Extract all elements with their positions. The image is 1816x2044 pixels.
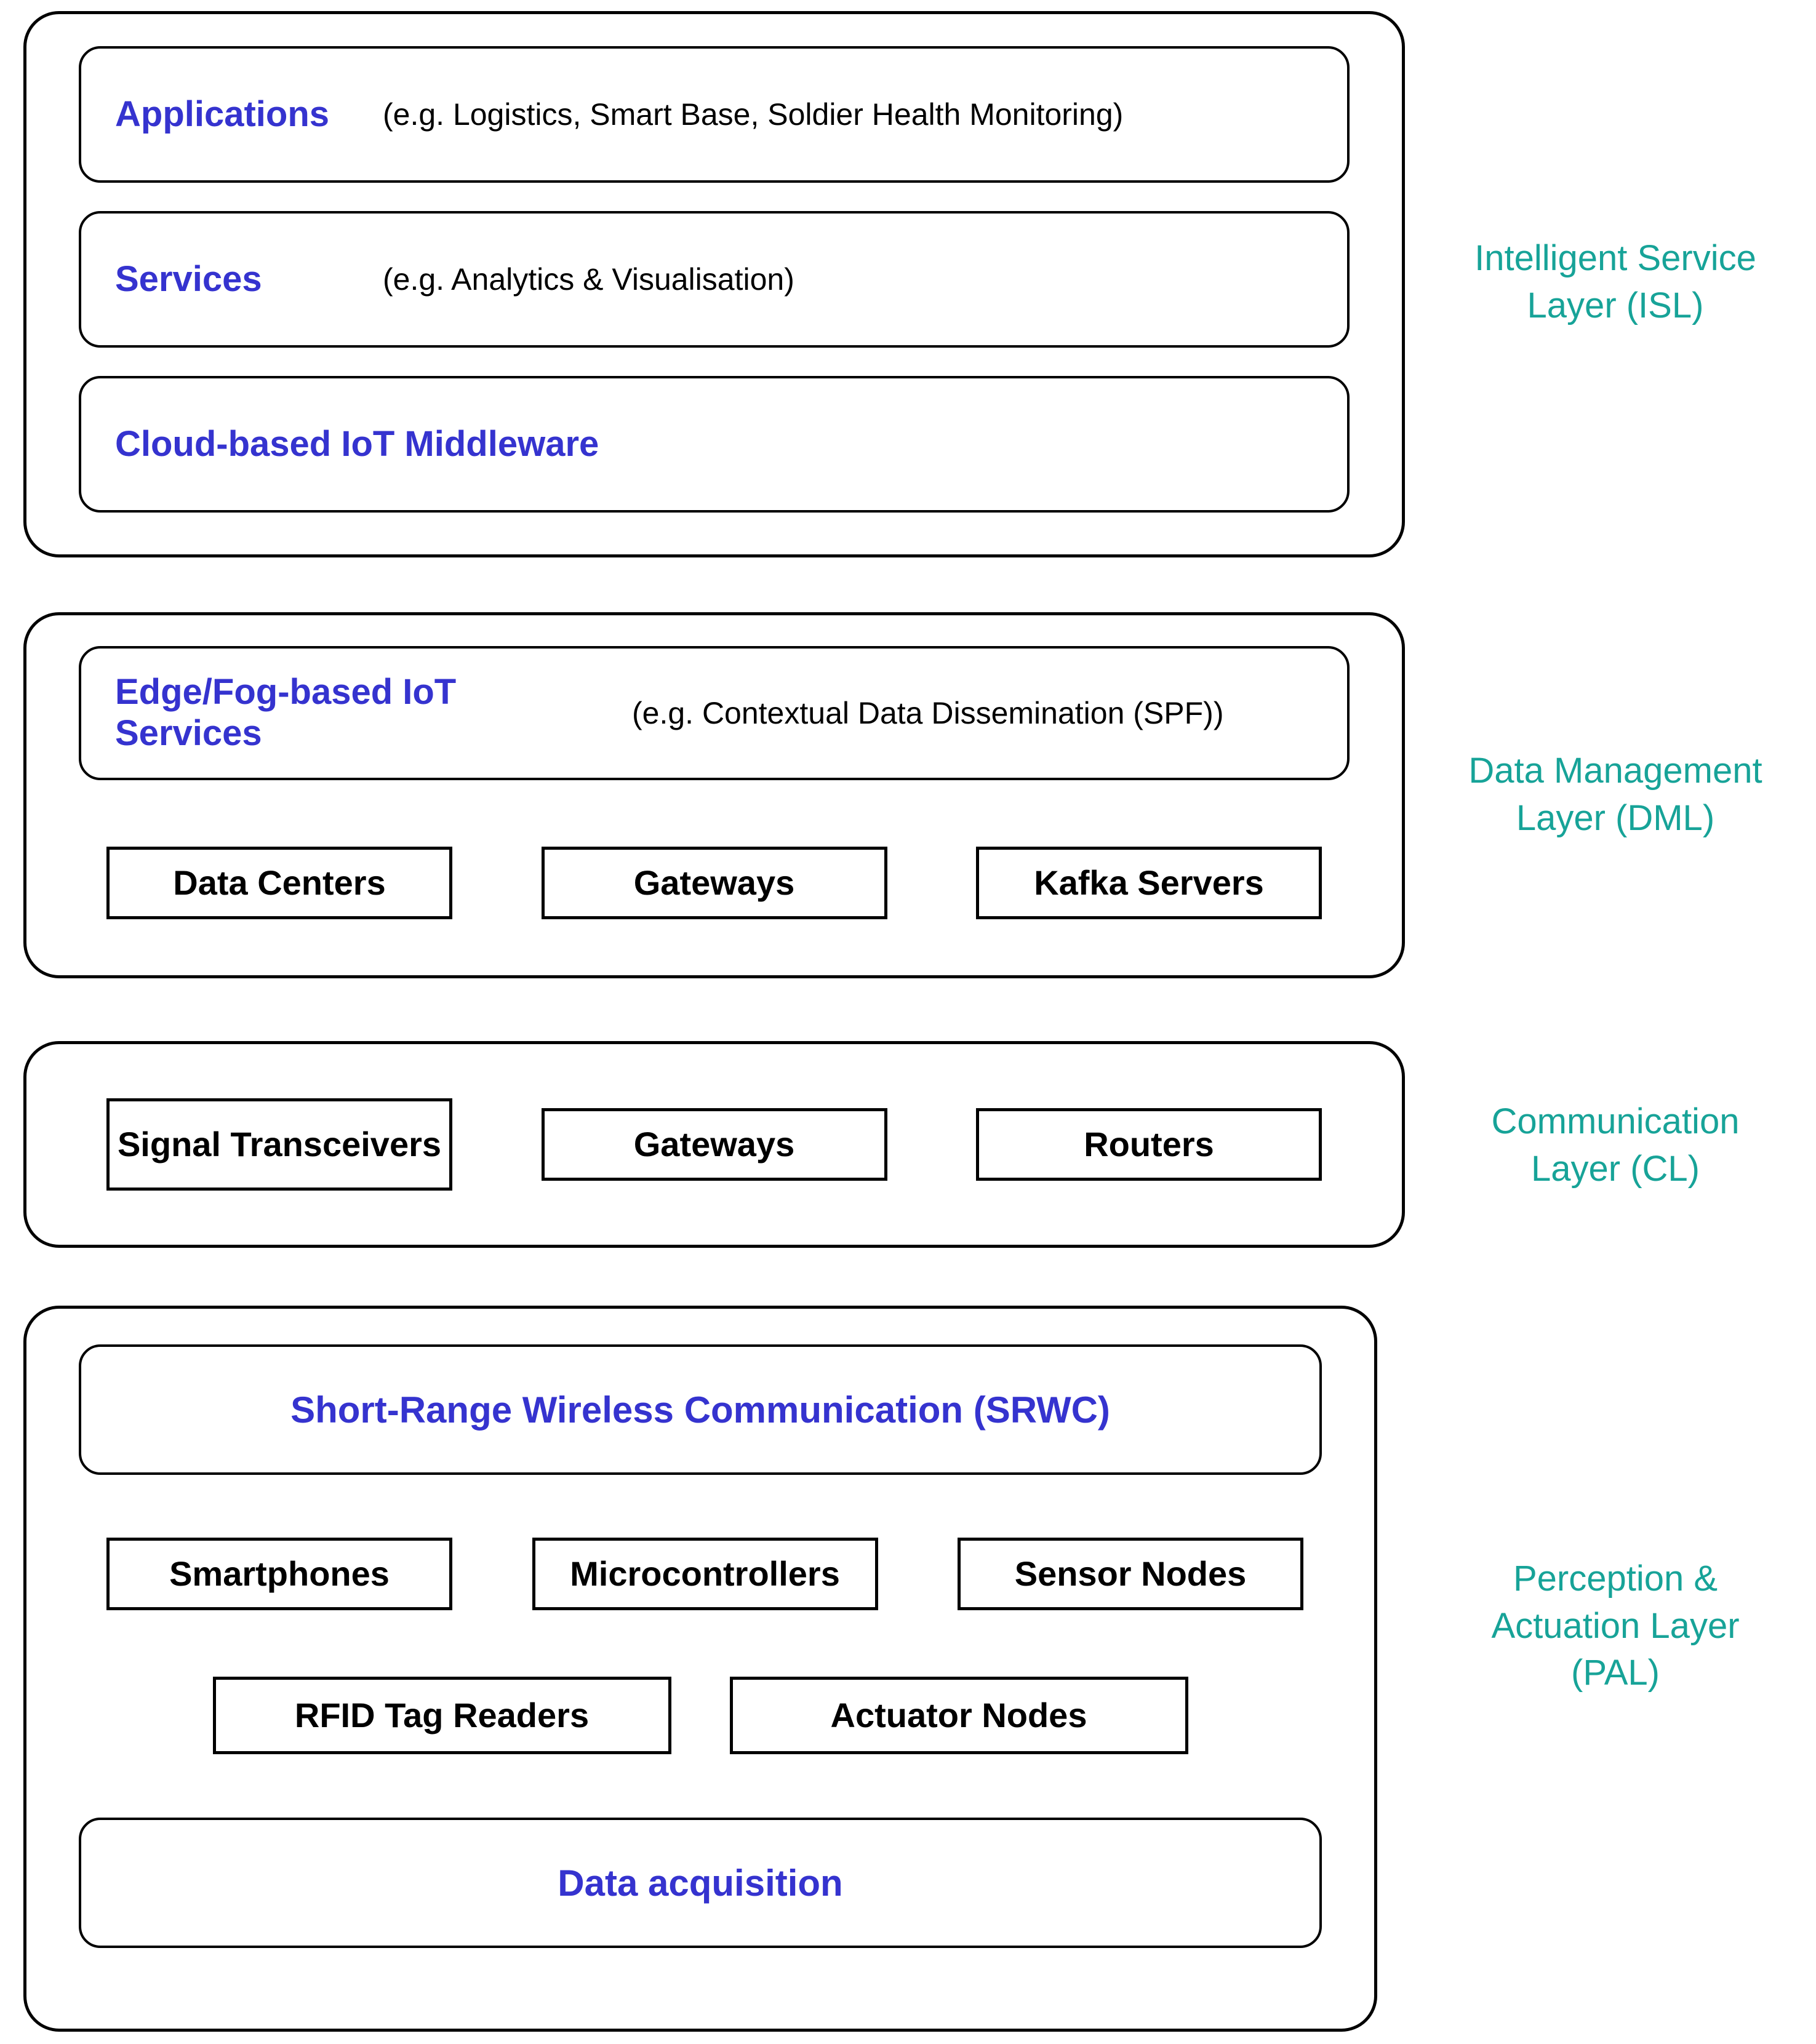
kafka-servers-node: Kafka Servers <box>976 847 1322 919</box>
rfid-tag-readers-node: RFID Tag Readers <box>213 1677 671 1754</box>
cloud-middleware-box <box>79 376 1350 513</box>
applications-title: Applications <box>115 94 330 134</box>
cl-node-row <box>106 1098 1322 1191</box>
actuator-nodes-node: Actuator Nodes <box>730 1677 1188 1754</box>
side-label-pal-line-3: (PAL) <box>1571 1653 1660 1693</box>
gateways-node-dml: Gateways <box>542 847 887 919</box>
layer-box-dml <box>23 612 1405 978</box>
applications-box <box>79 46 1350 183</box>
sensor-nodes-node: Sensor Nodes <box>958 1538 1303 1610</box>
srwc-title: Short-Range Wireless Communication (SRWC) <box>290 1389 1110 1431</box>
side-label-dml <box>1422 748 1809 842</box>
side-label-isl <box>1422 235 1809 329</box>
gateways-node-cl: Gateways <box>542 1108 887 1181</box>
services-desc: (e.g. Analytics & Visualisation) <box>383 262 794 297</box>
edge-fog-services-box <box>79 646 1350 780</box>
srwc-box <box>79 1344 1322 1475</box>
services-title: Services <box>115 258 262 299</box>
side-label-cl-line-2: Layer (CL) <box>1531 1148 1700 1189</box>
routers-node: Routers <box>976 1108 1322 1181</box>
side-label-dml-line-2: Layer (DML) <box>1516 797 1715 838</box>
layer-box-pal <box>23 1306 1377 2032</box>
cloud-middleware-title: Cloud-based IoT Middleware <box>115 423 599 464</box>
edge-fog-title-line-2: Services <box>115 713 262 753</box>
data-centers-node: Data Centers <box>106 847 452 919</box>
layer-box-isl <box>23 11 1405 557</box>
side-label-pal-line-1: Perception & <box>1513 1559 1718 1599</box>
side-label-pal-line-2: Actuation Layer <box>1491 1605 1740 1646</box>
edge-fog-services-title <box>115 672 540 754</box>
services-box <box>79 211 1350 348</box>
edge-fog-title-line-1: Edge/Fog-based IoT <box>115 672 457 713</box>
applications-desc: (e.g. Logistics, Smart Base, Soldier Health Monitoring) <box>383 97 1124 132</box>
side-label-cl-line-1: Communication <box>1491 1101 1740 1141</box>
smartphones-node: Smartphones <box>106 1538 452 1610</box>
side-label-isl-line-2: Layer (ISL) <box>1527 285 1704 325</box>
layer-box-cl <box>23 1041 1405 1248</box>
side-label-pal <box>1422 1555 1809 1697</box>
edge-fog-services-desc: (e.g. Contextual Data Dissemination (SPF)) <box>632 696 1224 730</box>
data-acquisition-title: Data acquisition <box>558 1862 843 1904</box>
side-label-isl-line-1: Intelligent Service <box>1474 238 1756 278</box>
pal-reader-actuator-row <box>79 1677 1322 1754</box>
side-label-dml-line-1: Data Management <box>1468 751 1762 791</box>
pal-device-node-row <box>106 1538 1303 1610</box>
side-label-cl <box>1422 1098 1809 1192</box>
data-acquisition-box <box>79 1818 1322 1948</box>
dml-node-row <box>106 847 1322 919</box>
signal-transceivers-node: Signal Transceivers <box>106 1098 452 1191</box>
microcontrollers-node: Microcontrollers <box>532 1538 878 1610</box>
